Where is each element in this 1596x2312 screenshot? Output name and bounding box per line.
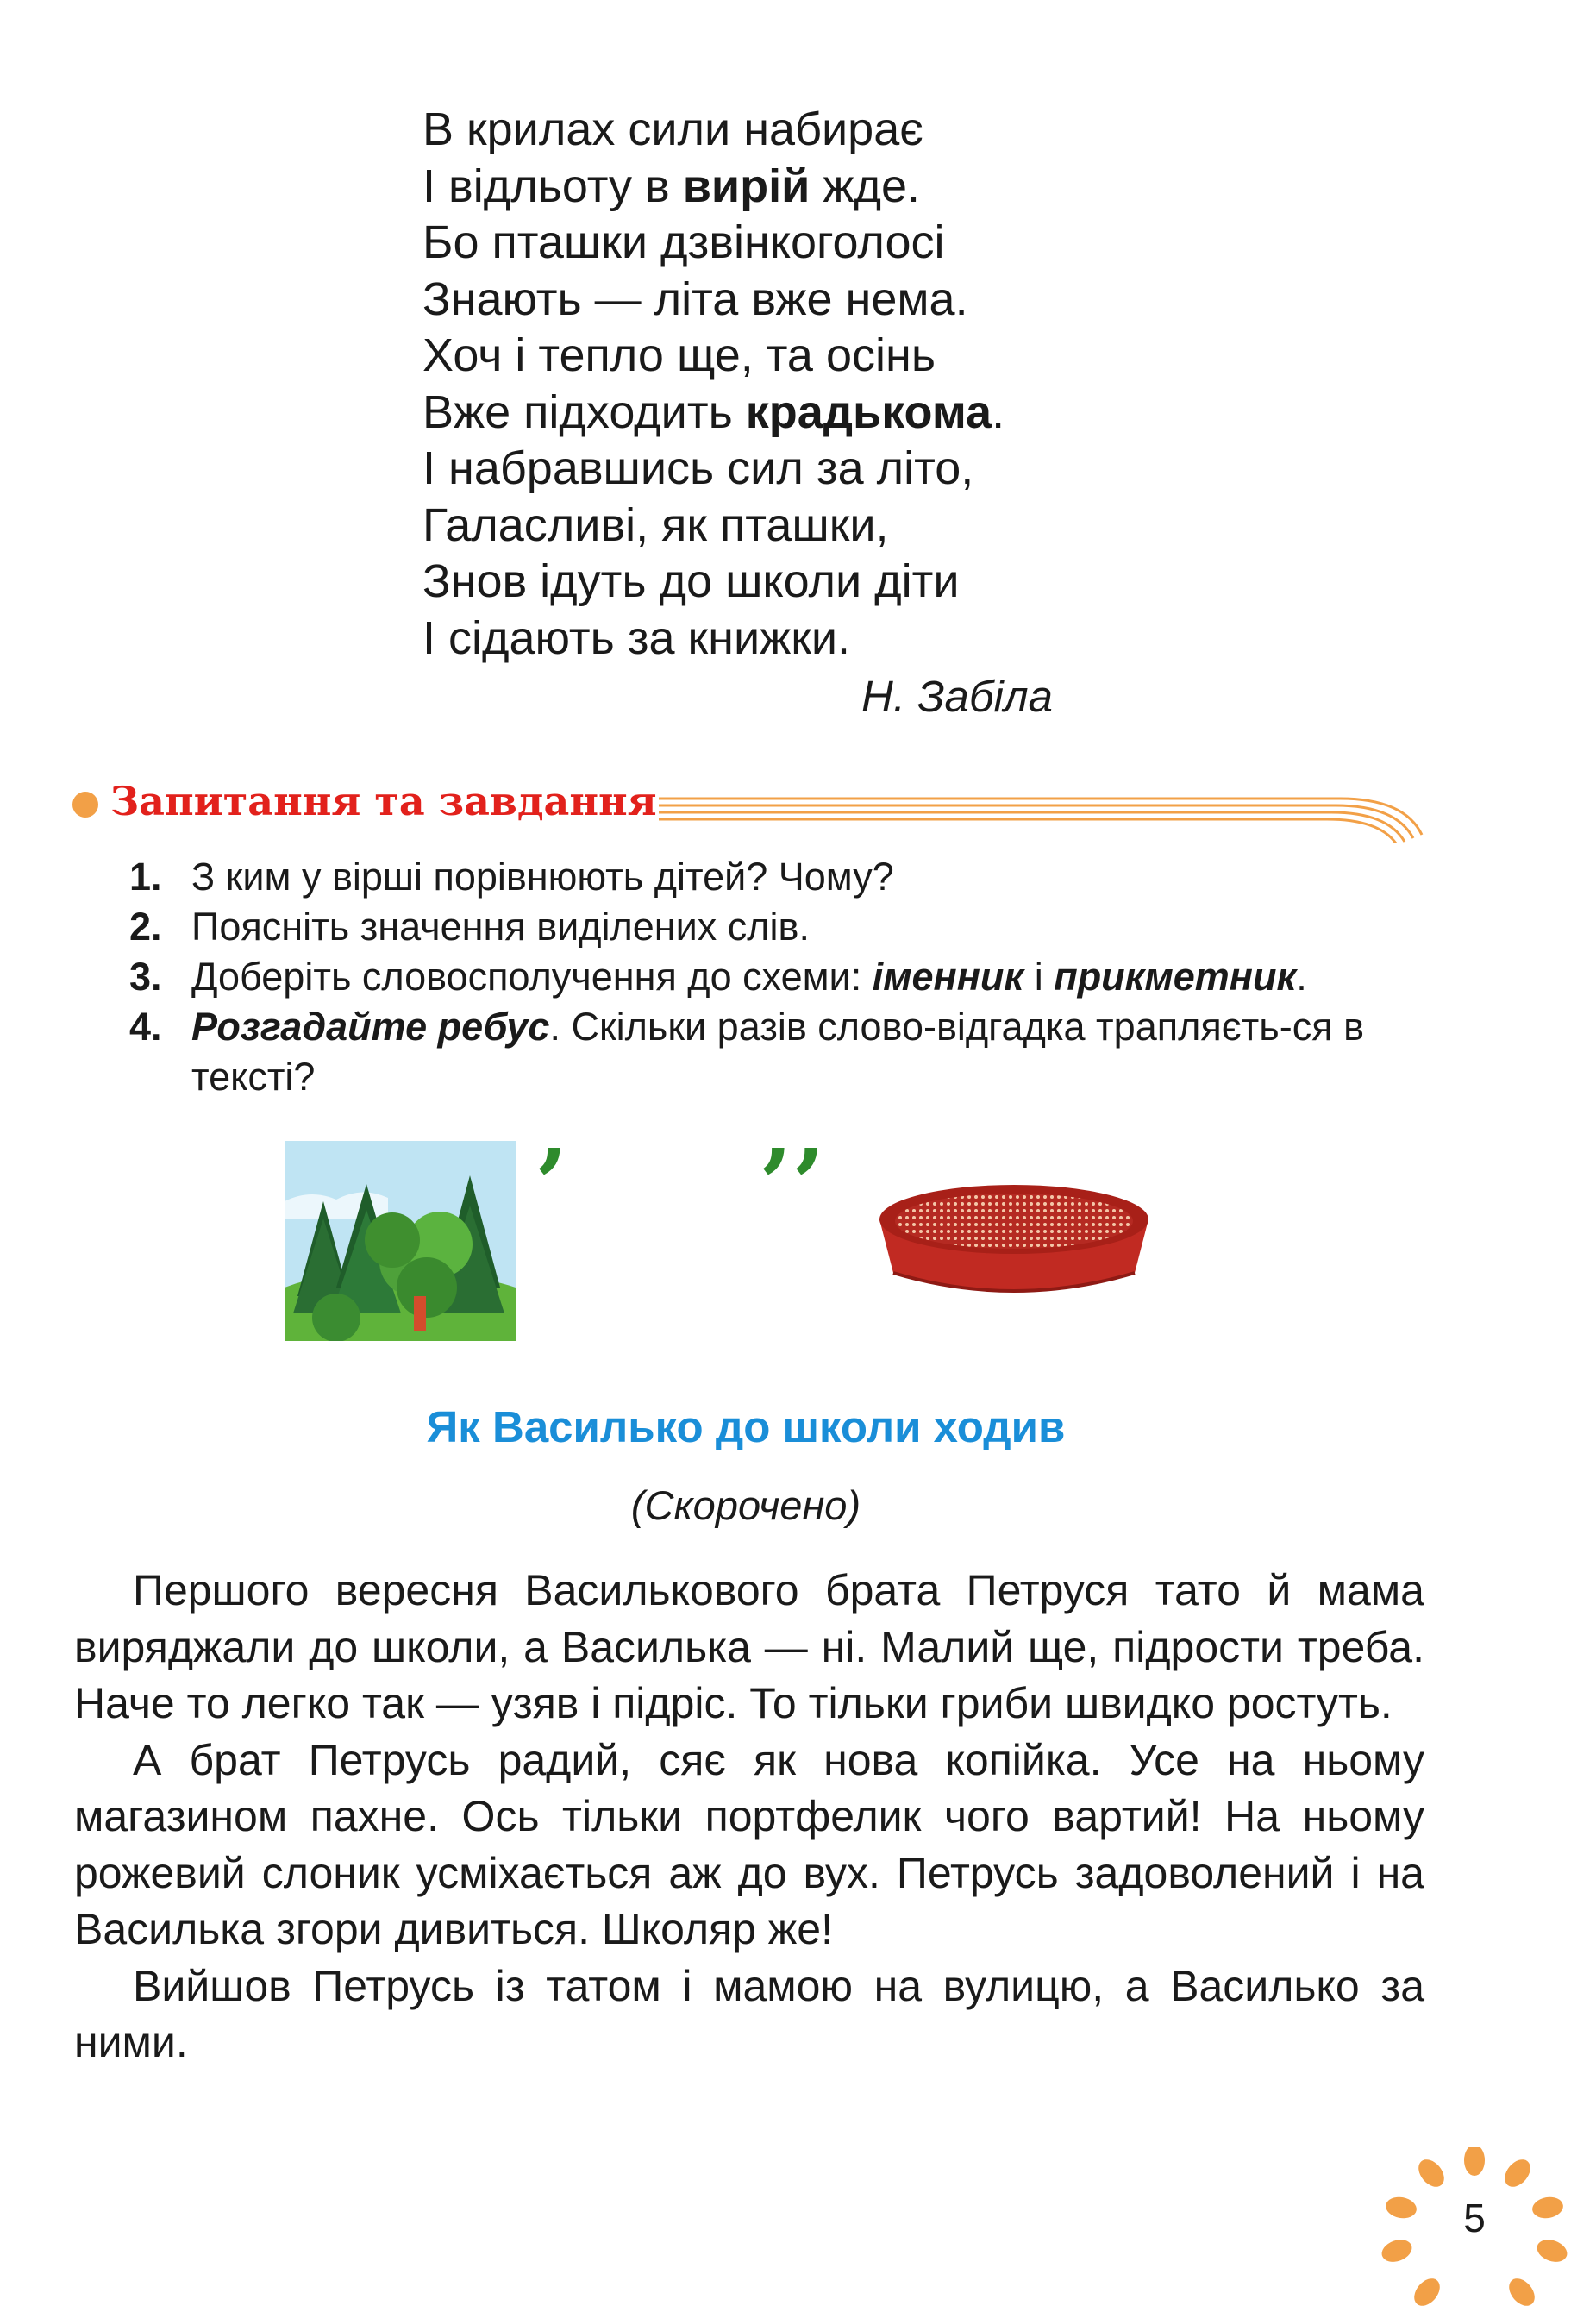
sieve-picture [876,1180,1152,1305]
poem-line: Знов ідуть до школи діти [422,555,960,607]
poem-line: Вже підходить крадькома. [422,385,1005,438]
story-text [74,1563,1424,2071]
forest-picture [285,1141,516,1341]
emphasis-adjective: прикметник [1054,955,1297,999]
questions-header [72,774,1435,843]
question-item: 4. Розгадайте ребус. Скільки разів слово-відгадка трапляєть-ся в тексті? [129,1002,1423,1102]
poem [422,102,1005,667]
bullet-icon [72,792,98,818]
poem-line: І набравшись сил за літо, [422,442,974,494]
poem-line: І відльоту в вирій жде. [422,160,920,212]
story-title: Як Василько до школи ходив [426,1402,1066,1451]
poem-line: Хоч і тепло ще, та осінь [422,329,936,381]
poem-author: Н. Забіла [861,672,1053,721]
emphasis-noun: іменник [872,955,1024,999]
poem-line: В крилах сили набирає [422,103,923,155]
question-item [129,852,1423,902]
question-text: З ким у вірші порівнюють дітей? Чому? [191,855,894,899]
poem-line: Галасливі, як пташки, [422,498,889,551]
rebus-comma-double: ’’ [759,1128,825,1239]
question-number: 3. [129,955,162,999]
poem-line: Бо пташки дзвінкоголосі [422,216,945,268]
story-paragraph: Першого вересня Василькового брата Петруся тато й мама виряджали до школи, а Василька — ні. Малий ще, підрости треба. Наче то легко так — узяв і підріс. То тільки гриби швидко ростуть. [74,1566,1424,1727]
question-number: 1. [129,855,162,899]
questions-title: Запитання та завдання [110,778,657,824]
poem-line: Знають — літа вже нема. [422,273,968,325]
story-subtitle: (Скорочено) [630,1482,861,1528]
emphasis-rebus: Розгадайте ребус [191,1005,550,1049]
story-paragraph: Вийшов Петрусь із татом і мамою на вулицю, а Василько за ними. [74,1961,1424,2066]
page-number: 5 [1463,2196,1486,2240]
question-number: 2. [129,905,162,949]
question-item [129,902,1423,952]
questions-list [129,852,1423,1102]
highlighted-word: крадькома [745,385,992,438]
highlighted-word: вирій [682,160,811,212]
story-paragraph: А брат Петрусь радий, сяє як нова копійка. Усе на ньому магазином пахне. Ось тільки портфелик чого вартий! На ньому рожевий слоник усміхається аж до вух. Петрусь задоволений і на Василька згори дивиться. Школяр же! [74,1735,1424,1953]
question-number: 4. [129,1005,162,1049]
poem-line: І сідають за книжки. [422,611,851,664]
question-text: Поясніть значення виділених слів. [191,905,810,949]
rebus-comma-single: ’ [535,1128,568,1239]
question-item: 3. Доберіть словосполучення до схеми: іменник і прикметник. [129,952,1423,1002]
